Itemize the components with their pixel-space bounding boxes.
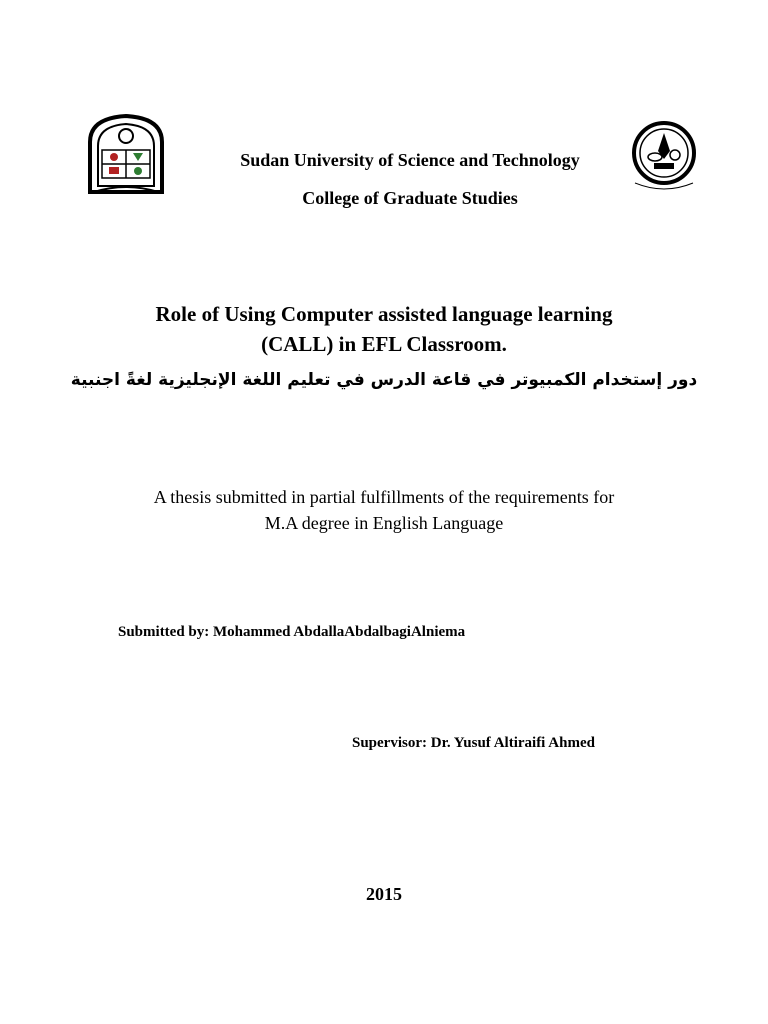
graduate-studies-seal-logo <box>625 117 703 195</box>
thesis-title-line-2: (CALL) in EFL Classroom. <box>261 332 507 356</box>
thesis-statement-line-1: A thesis submitted in partial fulfillments of the requirements for <box>153 487 615 507</box>
university-name: Sudan University of Science and Technology <box>240 150 580 170</box>
supervisor: Supervisor: Dr. Yusuf Altiraifi Ahmed <box>352 735 595 751</box>
thesis-title-arabic: دور إستخدام الكمبيوتر في قاعة الدرس في تعليم اللغة الإنجليزية لغةً اجنبية <box>70 370 698 390</box>
college-name: College of Graduate Studies <box>302 188 518 208</box>
thesis-title-line-1: Role of Using Computer assisted language learning <box>155 302 613 326</box>
thesis-statement-line-2: M.A degree in English Language <box>264 513 504 533</box>
sust-crest-logo <box>80 112 172 196</box>
submitted-by: Submitted by: Mohammed AbdallaAbdalbagiAlniema <box>118 624 466 640</box>
year: 2015 <box>366 884 402 904</box>
